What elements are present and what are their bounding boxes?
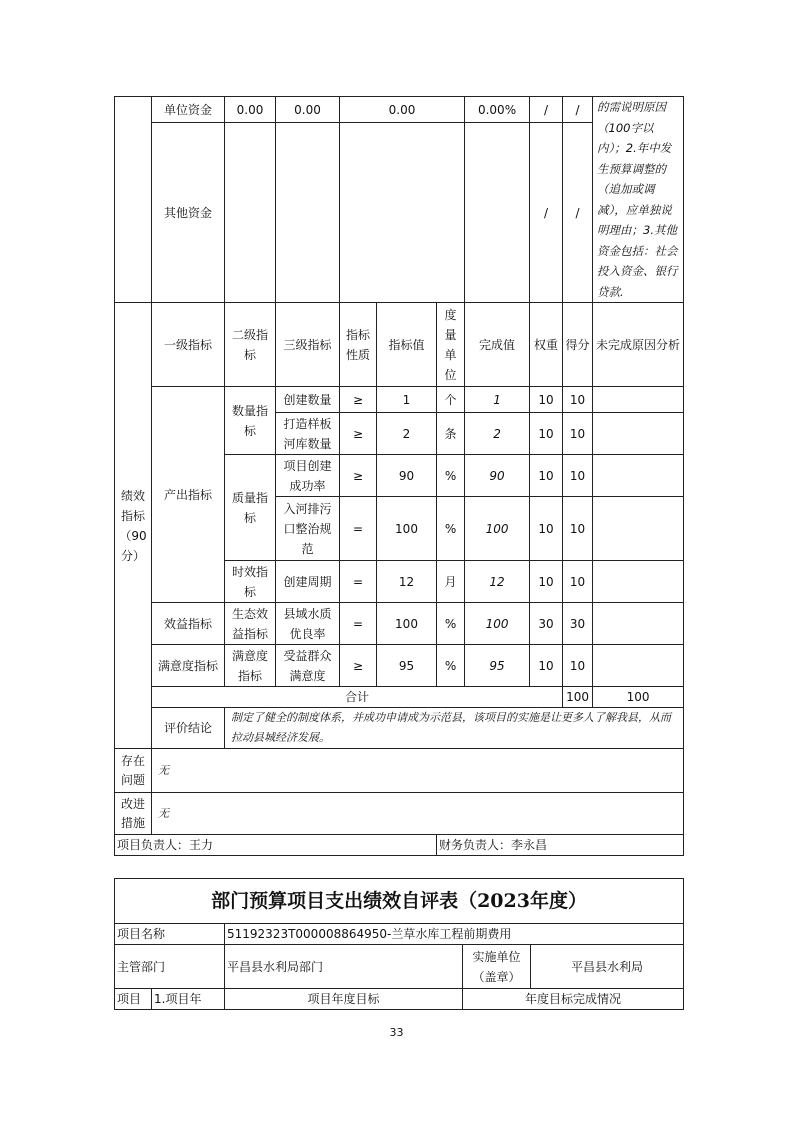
level2-timeliness: 时效指标	[225, 561, 276, 603]
indicator-reason	[593, 603, 684, 645]
indicator-nature: =	[340, 603, 377, 645]
measures-text: 无	[152, 793, 684, 835]
page-number: 33	[389, 1026, 404, 1039]
indicator-weight: 10	[530, 561, 563, 603]
unit-funds-value: 0.00%	[465, 97, 530, 123]
indicator-weight: 10	[530, 455, 563, 497]
issues-text: 无	[152, 749, 684, 793]
indicator-score: 10	[563, 387, 593, 413]
indicator-reason	[593, 497, 684, 561]
total-score: 100	[593, 687, 684, 708]
indicator-name: 项目创建成功率	[276, 455, 340, 497]
other-funds-label: 其他资金	[152, 123, 225, 303]
indicator-value: 1	[377, 387, 437, 413]
level1-benefit: 效益指标	[152, 603, 225, 645]
indicator-unit: %	[437, 455, 465, 497]
project-lead: 项目负责人：王力	[115, 835, 437, 856]
indicator-name: 受益群众满意度	[276, 645, 340, 687]
indicator-score: 10	[563, 645, 593, 687]
header-weight: 权重	[530, 303, 563, 387]
self-evaluation-form	[114, 878, 684, 1010]
indicator-score: 30	[563, 603, 593, 645]
indicator-unit: 条	[437, 413, 465, 455]
indicator-value: 2	[377, 413, 437, 455]
indicator-score: 10	[563, 413, 593, 455]
header-score: 得分	[563, 303, 593, 387]
other-funds-empty	[225, 123, 276, 303]
indicator-actual: 12	[465, 561, 530, 603]
funds-left-cell	[115, 97, 152, 303]
conclusion-text: 制定了健全的制度体系，并成功申请成为示范县，该项目的实施是让更多人了解我县，从而拉动县城经济发展。	[225, 708, 684, 749]
indicator-weight: 10	[530, 413, 563, 455]
performance-table	[114, 96, 684, 856]
header-level1: 一级指标	[152, 303, 225, 387]
indicator-unit: %	[437, 645, 465, 687]
indicator-name: 县域水质优良率	[276, 603, 340, 645]
level1-satisfaction: 满意度指标	[152, 645, 225, 687]
project-name-label: 项目名称	[115, 924, 225, 945]
measures-label: 改进措施	[115, 793, 152, 835]
form-title: 部门预算项目支出绩效自评表（2023年度）	[115, 879, 684, 924]
indicator-nature: =	[340, 497, 377, 561]
indicator-reason	[593, 645, 684, 687]
indicator-reason	[593, 413, 684, 455]
total-weight: 100	[563, 687, 593, 708]
indicator-nature: ≥	[340, 387, 377, 413]
indicator-score: 10	[563, 497, 593, 561]
level1-output: 产出指标	[152, 387, 225, 603]
indicator-weight: 10	[530, 387, 563, 413]
indicator-actual: 1	[465, 387, 530, 413]
indicator-weight: 10	[530, 497, 563, 561]
indicator-name: 打造样板河库数量	[276, 413, 340, 455]
header-level3: 三级指标	[276, 303, 340, 387]
unit-funds-value: 0.00	[225, 97, 276, 123]
annual-goal-label: 项目年度目标	[225, 989, 463, 1010]
header-actual: 完成值	[465, 303, 530, 387]
unit-funds-value: 0.00	[276, 97, 340, 123]
indicator-name: 入河排污口整治规范	[276, 497, 340, 561]
indicator-reason	[593, 455, 684, 497]
level2-satisfaction: 满意度指标	[225, 645, 276, 687]
indicator-actual: 2	[465, 413, 530, 455]
indicator-value: 90	[377, 455, 437, 497]
project-col-label: 项目	[115, 989, 152, 1010]
other-funds-value: /	[563, 123, 593, 303]
indicator-nature: ≥	[340, 413, 377, 455]
indicator-actual: 100	[465, 497, 530, 561]
conclusion-label: 评价结论	[152, 708, 225, 749]
header-nature: 指标性质	[340, 303, 377, 387]
indicator-nature: =	[340, 561, 377, 603]
finance-lead: 财务负责人：李永昌	[437, 835, 684, 856]
indicator-value: 95	[377, 645, 437, 687]
goal-completion-label: 年度目标完成情况	[463, 989, 684, 1010]
other-funds-empty	[465, 123, 530, 303]
funds-note: 的需说明原因（100字以内）；2.年中发生预算调整的（追加或调减），应单独说明理由；3.其他资金包括：社会投入资金、银行贷款.	[593, 97, 684, 303]
header-reason: 未完成原因分析	[593, 303, 684, 387]
impl-unit-label: 实施单位（盖章）	[463, 945, 531, 989]
total-label: 合计	[152, 687, 563, 708]
indicator-nature: ≥	[340, 645, 377, 687]
indicator-unit: 月	[437, 561, 465, 603]
indicator-value: 12	[377, 561, 437, 603]
project-year-label: 1.项目年	[152, 989, 225, 1010]
other-funds-empty	[276, 123, 340, 303]
dept-value: 平昌县水利局部门	[225, 945, 463, 989]
indicator-value: 100	[377, 603, 437, 645]
indicator-unit: %	[437, 497, 465, 561]
indicator-name: 创建数量	[276, 387, 340, 413]
indicator-unit: %	[437, 603, 465, 645]
unit-funds-label: 单位资金	[152, 97, 225, 123]
indicator-actual: 90	[465, 455, 530, 497]
indicator-reason	[593, 387, 684, 413]
issues-label: 存在问题	[115, 749, 152, 793]
unit-funds-value: /	[530, 97, 563, 123]
perf-section-label: 绩效指标（90分）	[115, 303, 152, 749]
indicator-weight: 30	[530, 603, 563, 645]
level2-ecology: 生态效益指标	[225, 603, 276, 645]
dept-label: 主管部门	[115, 945, 225, 989]
indicator-reason	[593, 561, 684, 603]
level2-quality: 质量指标	[225, 455, 276, 561]
indicator-value: 100	[377, 497, 437, 561]
indicator-weight: 10	[530, 645, 563, 687]
header-value: 指标值	[377, 303, 437, 387]
unit-funds-value: /	[563, 97, 593, 123]
other-funds-empty	[340, 123, 465, 303]
indicator-score: 10	[563, 455, 593, 497]
header-unit: 度量单位	[437, 303, 465, 387]
indicator-name: 创建周期	[276, 561, 340, 603]
project-name-value: 51192323T000008864950-兰草水库工程前期费用	[225, 924, 684, 945]
indicator-actual: 95	[465, 645, 530, 687]
indicator-unit: 个	[437, 387, 465, 413]
header-level2: 二级指标	[225, 303, 276, 387]
indicator-score: 10	[563, 561, 593, 603]
indicator-actual: 100	[465, 603, 530, 645]
impl-unit-value: 平昌县水利局	[531, 945, 684, 989]
other-funds-value: /	[530, 123, 563, 303]
unit-funds-value: 0.00	[340, 97, 465, 123]
level2-quantity: 数量指标	[225, 387, 276, 455]
indicator-nature: ≥	[340, 455, 377, 497]
